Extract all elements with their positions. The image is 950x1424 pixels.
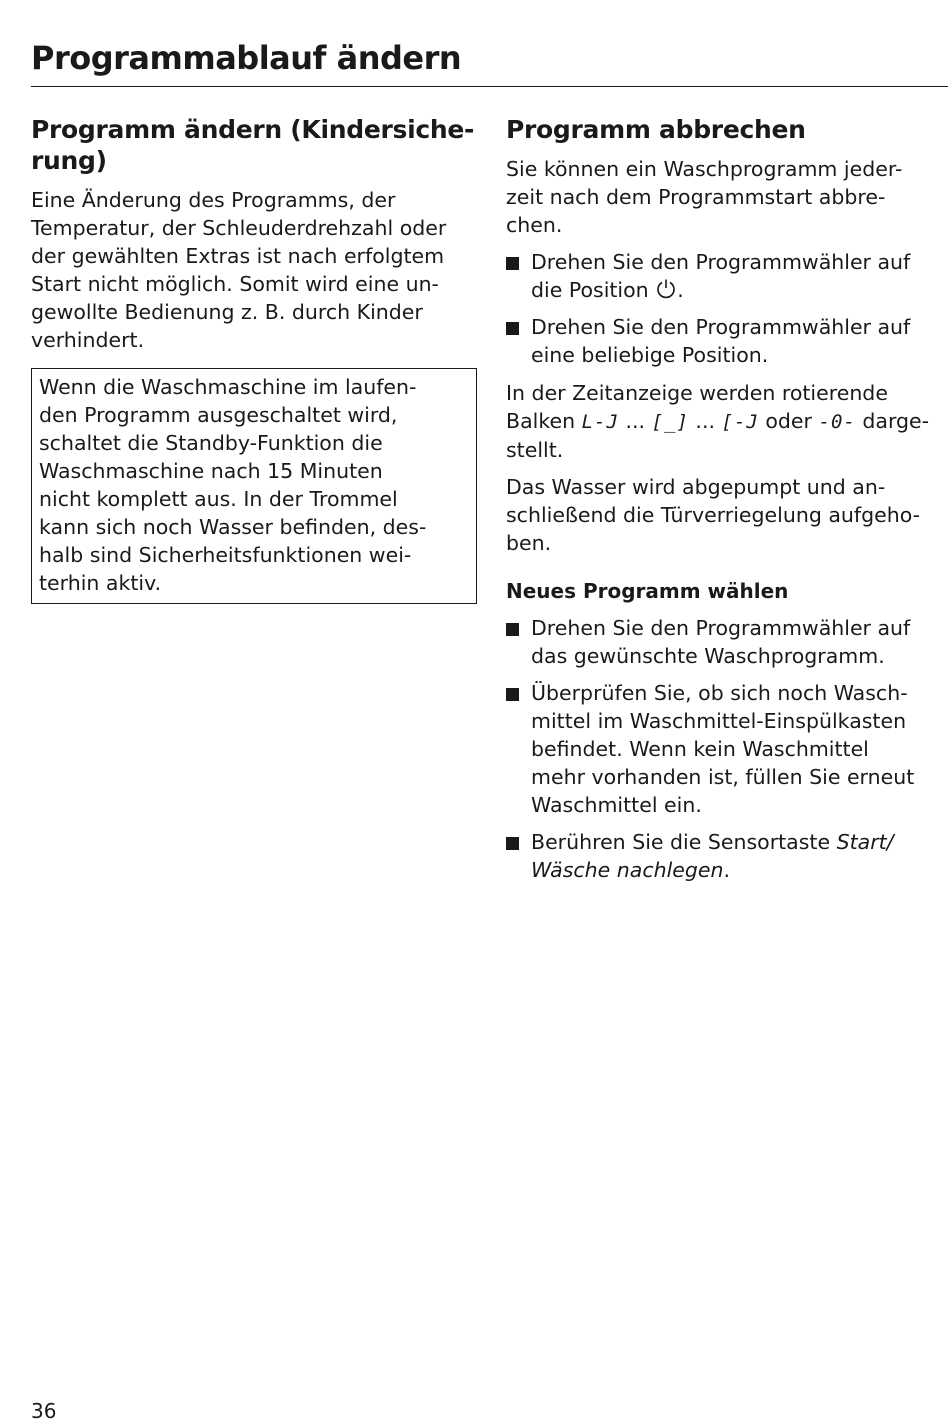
bullet-square — [506, 837, 519, 850]
heading-line: rung) — [31, 146, 107, 175]
text-line: darge- — [862, 409, 930, 433]
text-line: Das Wasser wird abgepumpt und an- — [506, 475, 886, 499]
text-line: eine beliebige Position. — [531, 343, 769, 367]
power-icon — [655, 278, 677, 300]
text-line: Sie können ein Waschprogramm jeder- — [506, 157, 903, 181]
text-line: chen. — [506, 213, 563, 237]
text-line: mehr vorhanden ist, füllen Sie erneut — [531, 765, 915, 789]
text-line: Balken — [506, 409, 576, 433]
text-line: zeit nach dem Programmstart abbre- — [506, 185, 886, 209]
rotating-bar-symbol: L-J — [581, 411, 619, 433]
text-line: gewollte Bedienung z. B. durch Kinder — [31, 300, 423, 324]
cancel-intro-paragraph — [506, 155, 946, 239]
text-line: Temperatur, der Schleuderdrehzahl oder — [31, 216, 447, 240]
rotating-bar-symbol: [_] — [651, 411, 689, 433]
text-line: schließend die Türverriegelung aufgeho- — [506, 503, 921, 527]
text-line: In der Zeitanzeige werden rotierende — [506, 381, 888, 405]
text-line: das gewünschte Waschprogramm. — [531, 644, 885, 668]
page-number: 36 — [31, 1399, 57, 1423]
text-line: stellt. — [506, 438, 564, 462]
text-line: die Position — [531, 278, 649, 302]
standby-note-text — [39, 373, 468, 597]
standby-note-box — [31, 368, 477, 604]
text-line: Drehen Sie den Programmwähler auf — [531, 315, 911, 339]
text-line: der gewählten Extras ist nach erfolgtem — [31, 244, 445, 268]
left-column — [31, 114, 481, 604]
text-line: den Programm ausgeschaltet wird, — [39, 403, 398, 427]
title-divider — [31, 86, 948, 87]
text-line: nicht komplett aus. In der Trommel — [39, 487, 398, 511]
section-heading-cancel-program: Programm abbrechen — [506, 115, 806, 144]
text-line: Wenn die Waschmaschine im laufen- — [39, 375, 417, 399]
text-line: befindet. Wenn kein Waschmittel — [531, 737, 869, 761]
text-line: halb sind Sicherheitsfunktionen wei- — [39, 543, 412, 567]
text-line: . — [677, 278, 684, 302]
text-line: Berühren Sie die Sensortaste — [531, 830, 831, 854]
text-line: Drehen Sie den Programmwähler auf — [531, 250, 911, 274]
list-item — [506, 828, 946, 884]
text-line: kann sich noch Wasser befinden, des- — [39, 515, 427, 539]
text-line: oder — [765, 409, 812, 433]
rotating-bar-symbol: [-J — [721, 411, 759, 433]
text-line: Waschmaschine nach 15 Minuten — [39, 459, 383, 483]
list-item — [506, 614, 946, 670]
text-line: Eine Änderung des Programms, der — [31, 188, 396, 212]
child-lock-paragraph — [31, 186, 481, 354]
text-line: verhindert. — [31, 328, 145, 352]
bullet-square — [506, 322, 519, 335]
subheading-new-program: Neues Programm wählen — [506, 579, 789, 603]
sensor-key-label: Wäsche nachlegen — [531, 858, 724, 882]
pump-paragraph — [506, 473, 946, 557]
ellipsis: ... — [695, 409, 715, 433]
text-line: . — [723, 858, 731, 882]
bullet-square — [506, 688, 519, 701]
display-zero-symbol: -0- — [818, 411, 856, 433]
text-line: mittel im Waschmittel-Einspülkasten — [531, 709, 907, 733]
bullet-square — [506, 257, 519, 270]
list-item — [506, 679, 946, 819]
cancel-steps-list — [506, 248, 946, 369]
page-title: Programmablauf ändern — [31, 39, 462, 77]
list-item — [506, 248, 946, 304]
text-line: terhin aktiv. — [39, 571, 162, 595]
text-line: schaltet die Standby-Funktion die — [39, 431, 383, 455]
section-heading-change-program — [31, 114, 481, 176]
bullet-square — [506, 623, 519, 636]
text-line: ben. — [506, 531, 552, 555]
new-program-steps-list — [506, 614, 946, 884]
sensor-key-label: Start/ — [836, 830, 894, 854]
text-line: Start nicht möglich. Somit wird eine un- — [31, 272, 439, 296]
text-line: Überprüfen Sie, ob sich noch Wasch- — [531, 681, 908, 705]
ellipsis: ... — [625, 409, 646, 433]
right-column — [506, 114, 946, 884]
text-line: Drehen Sie den Programmwähler auf — [531, 616, 911, 640]
list-item — [506, 313, 946, 369]
display-paragraph — [506, 379, 946, 464]
text-line: Waschmittel ein. — [531, 793, 702, 817]
heading-line: Programm ändern (Kindersiche- — [31, 115, 475, 144]
